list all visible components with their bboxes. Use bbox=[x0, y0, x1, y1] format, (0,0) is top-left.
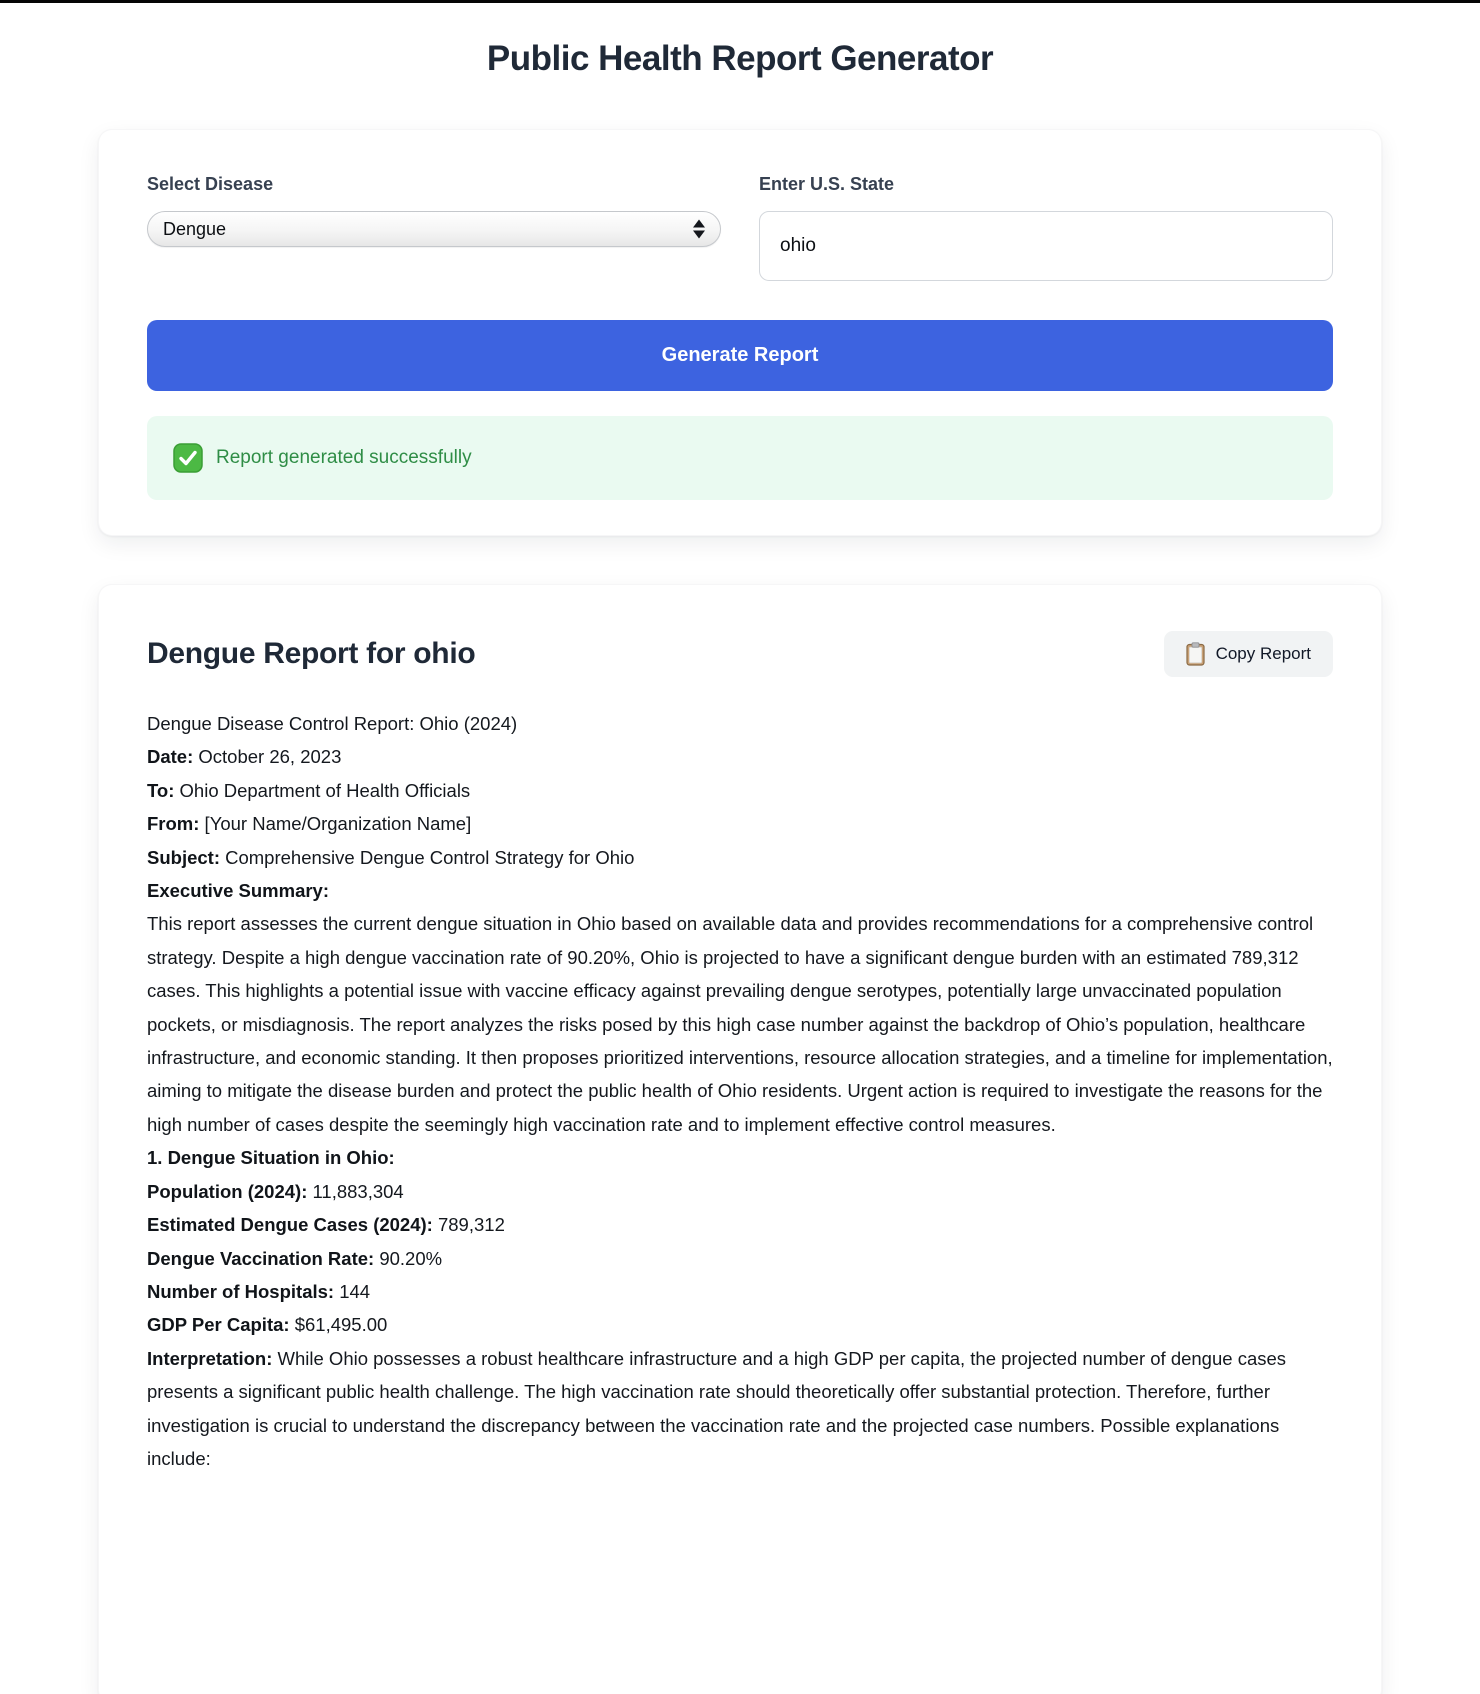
report-line: Population (2024): 11,883,304 bbox=[147, 1180, 404, 1202]
report-line: Date: October 26, 2023 bbox=[147, 746, 342, 768]
report-line: To: Ohio Department of Health Officials bbox=[147, 779, 471, 801]
state-label: Enter U.S. State bbox=[759, 174, 895, 194]
disease-select[interactable] bbox=[147, 211, 721, 247]
report-line: Executive Summary: bbox=[147, 880, 330, 902]
report-header bbox=[147, 631, 1333, 677]
report-line: From: [Your Name/Organization Name] bbox=[147, 813, 472, 835]
state-input[interactable] bbox=[759, 211, 1333, 281]
generate-report-button[interactable]: Generate Report bbox=[147, 320, 1333, 391]
disease-select-wrap bbox=[147, 211, 721, 247]
success-banner bbox=[147, 416, 1333, 500]
copy-report-label: Copy Report bbox=[1215, 644, 1311, 663]
report-card bbox=[98, 584, 1382, 1694]
disease-field bbox=[147, 174, 721, 281]
copy-report-button[interactable] bbox=[1164, 631, 1333, 677]
report-line: Subject: Comprehensive Dengue Control Strategy for Ohio bbox=[147, 846, 635, 868]
success-message: Report generated successfully bbox=[216, 447, 472, 468]
report-line: Dengue Vaccination Rate: 90.20% bbox=[147, 1247, 443, 1269]
report-title: Dengue Report for ohio bbox=[147, 637, 476, 670]
report-line: Interpretation: While Ohio possesses a robust healthcare infrastructure and a high GDP per capita, the projected number of dengue cases presents a significant public health challenge. The high vaccination rate should theoretically offer substantial protection. Therefore, further investigation is crucial to understand the discrepancy between the vaccination rate and the projected case numbers. Possible explanations include: bbox=[147, 1347, 1287, 1469]
report-generator-card bbox=[98, 129, 1382, 536]
report-line: Number of Hospitals: 144 bbox=[147, 1280, 371, 1302]
disease-label: Select Disease bbox=[147, 174, 274, 194]
report-line: Estimated Dengue Cases (2024): 789,312 bbox=[147, 1214, 505, 1236]
report-line: GDP Per Capita: $61,495.00 bbox=[147, 1314, 388, 1336]
clipboard-icon bbox=[1186, 642, 1205, 666]
check-icon bbox=[173, 443, 203, 473]
report-line: This report assesses the current dengue situation in Ohio based on available data and provides recommendations for a comprehensive control strategy. Despite a high dengue vaccination rate of 90.20%, Ohio is projected to have a significant dengue burden with an estimated 789,312 cases. This highlights a potential issue with vaccine efficacy against prevailing dengue serotypes, potentially large unvaccinated population pockets, or misdiagnosis. The report analyzes the risks posed by this high case number against the backdrop of Ohio’s population, healthcare infrastructure, and economic standing. It then proposes prioritized interventions, resource allocation strategies, and a timeline for implementation, aiming to mitigate the disease burden and protect the public health of Ohio residents. Urgent action is required to investigate the reasons for the high number of cases despite the seemingly high vaccination rate and to implement effective control measures. bbox=[147, 913, 1333, 1135]
report-line: 1. Dengue Situation in Ohio: bbox=[147, 1147, 395, 1169]
state-field bbox=[759, 174, 1333, 281]
form-grid bbox=[147, 174, 1333, 281]
page-title: Public Health Report Generator bbox=[486, 39, 994, 78]
report-line: Dengue Disease Control Report: Ohio (2024) bbox=[147, 713, 518, 734]
report-body bbox=[147, 707, 1333, 1475]
